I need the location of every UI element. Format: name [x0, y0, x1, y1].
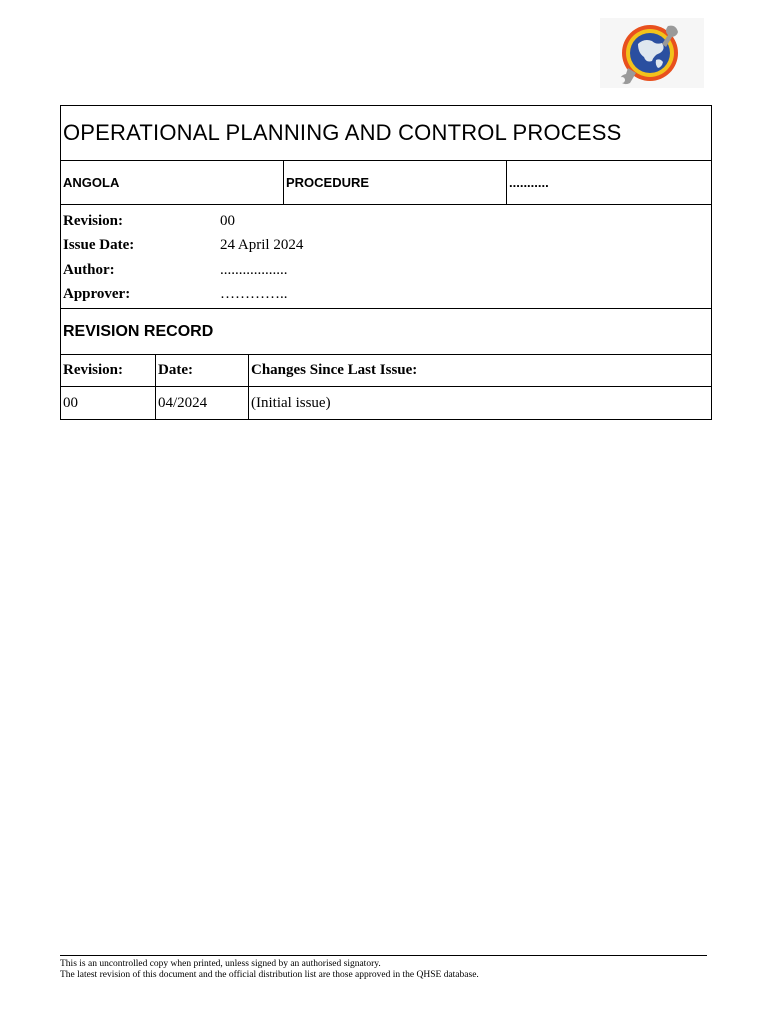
document-header-frame — [60, 105, 712, 420]
table-row — [61, 387, 711, 419]
info-label: Author: — [63, 261, 115, 278]
column-header-revision: Revision: — [61, 355, 156, 386]
info-label: Revision: — [63, 212, 123, 229]
info-value: 24 April 2024 — [220, 237, 304, 254]
revision-cell: 00 — [61, 387, 156, 419]
date-cell: 04/2024 — [156, 387, 249, 419]
changes-cell: (Initial issue) — [251, 394, 331, 411]
footer-distribution-note: The latest revision of this document and the official distribution list are those approved in the QHSE database. — [60, 970, 479, 980]
info-value: 00 — [220, 212, 235, 229]
column-header-changes: Changes Since Last Issue: — [251, 362, 418, 378]
info-issue-date — [63, 234, 711, 259]
info-revision — [63, 209, 711, 234]
document-info-block — [61, 205, 711, 309]
info-label: Issue Date: — [63, 237, 135, 254]
revision-record-heading: REVISION RECORD — [63, 322, 214, 340]
column-header-date: Date: — [156, 355, 249, 386]
document-title: OPERATIONAL PLANNING AND CONTROL PROCESS — [63, 120, 622, 145]
meta-row — [61, 161, 711, 205]
info-author — [63, 258, 711, 283]
document-number-cell: ........... — [509, 175, 549, 190]
company-logo — [600, 18, 704, 88]
info-value: .................. — [220, 261, 288, 278]
country-cell: ANGOLA — [61, 161, 284, 204]
footer-disclaimer: This is an uncontrolled copy when printed, unless signed by an authorised signatory. — [60, 959, 381, 969]
info-label: Approver: — [63, 286, 131, 303]
revision-record-heading-row — [61, 309, 711, 355]
globe-wrench-icon — [600, 18, 704, 88]
revision-table-header — [61, 355, 711, 387]
document-type-cell: PROCEDURE — [284, 161, 507, 204]
title-row — [61, 106, 711, 161]
info-approver — [63, 283, 711, 308]
page-footer — [60, 955, 707, 981]
info-value: ………….. — [220, 286, 288, 303]
